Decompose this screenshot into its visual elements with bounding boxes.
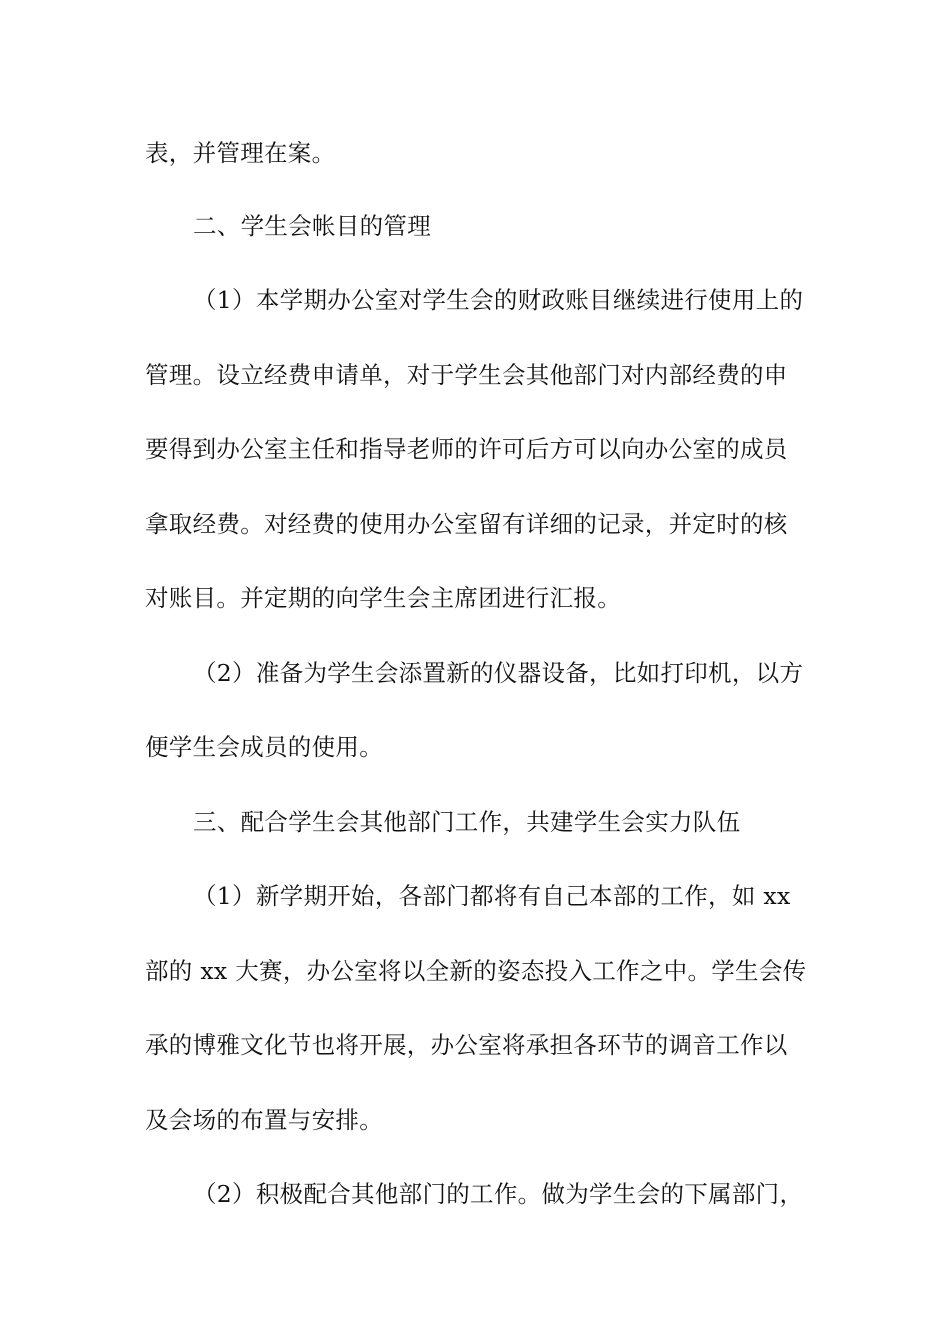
text-line-1: 表，并管理在案。 bbox=[145, 139, 336, 167]
text-line-15: （2）积极配合其他部门的工作。做为学生会的下属部门， bbox=[193, 1180, 804, 1208]
text-line-4: 管理。设立经费申请单，对于学生会其他部门对内部经费的申 bbox=[145, 361, 788, 389]
section-heading-3: 三、配合学生会其他部门工作，共建学生会实力队伍 bbox=[193, 808, 741, 836]
text-line-7: 对账目。并定期的向学生会主席团进行汇报。 bbox=[145, 584, 621, 612]
text-line-3: （1）本学期办公室对学生会的财政账目继续进行使用上的 bbox=[193, 286, 804, 314]
text-line-13: 承的博雅文化节也将开展，办公室将承担各环节的调音工作以 bbox=[145, 1031, 788, 1059]
text-line-9: 便学生会成员的使用。 bbox=[145, 733, 383, 761]
text-line-8: （2）准备为学生会添置新的仪器设备，比如打印机，以方 bbox=[193, 659, 804, 687]
text-line-12: 部的 xx 大赛，办公室将以全新的姿态投入工作之中。学生会传 bbox=[145, 957, 807, 985]
text-line-5: 要得到办公室主任和指导老师的许可后方可以向办公室的成员 bbox=[145, 435, 788, 463]
text-line-11: （1）新学期开始，各部门都将有自己本部的工作，如 xx bbox=[193, 882, 791, 910]
text-line-6: 拿取经费。对经费的使用办公室留有详细的记录，并定时的核 bbox=[145, 510, 788, 538]
section-heading-2: 二、学生会帐目的管理 bbox=[193, 212, 431, 240]
text-line-14: 及会场的布置与安排。 bbox=[145, 1106, 383, 1134]
